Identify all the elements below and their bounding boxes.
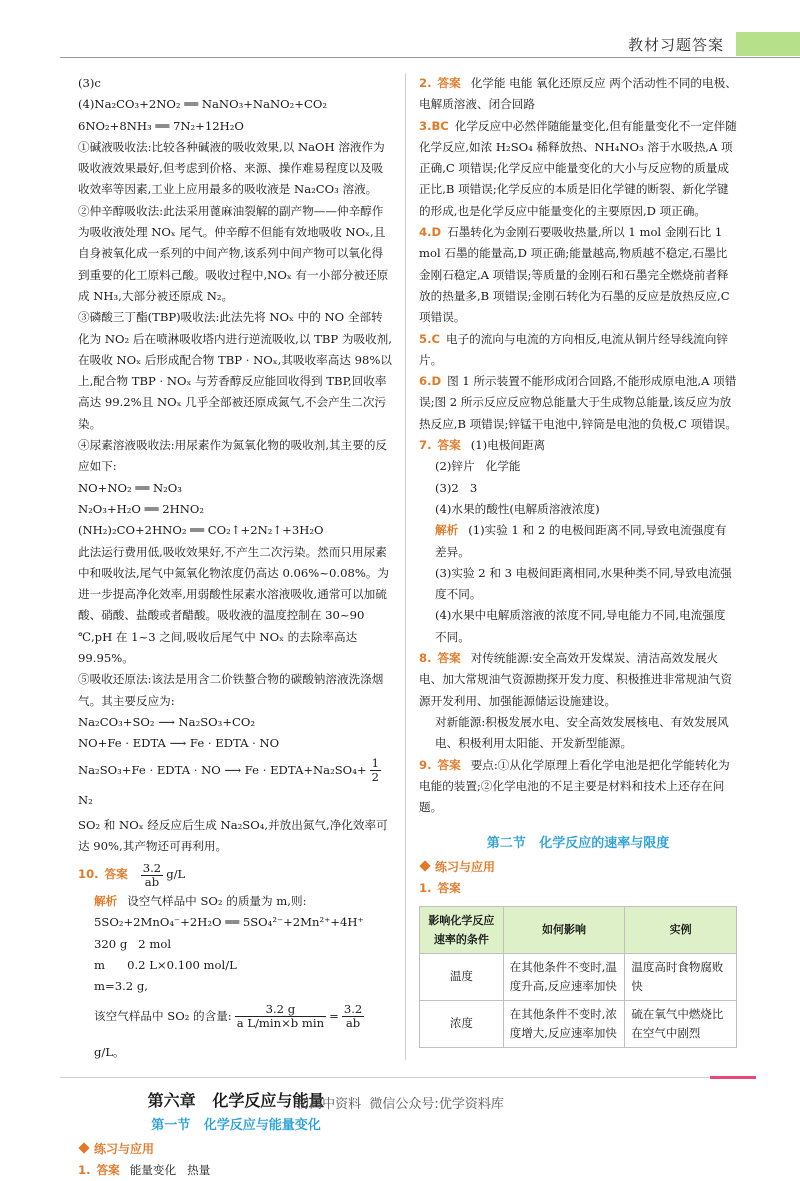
answer-tag: 答案 xyxy=(437,438,461,453)
text-line: (3)c xyxy=(78,76,101,90)
fraction-denominator: a L/min×b min xyxy=(236,1016,325,1031)
fraction xyxy=(370,757,381,784)
table-header: 影响化学反应速率的条件 xyxy=(420,906,504,953)
paragraph: ②仲辛醇吸收法:此法采用蓖麻油裂解的副产物——仲辛醇作为吸收液处理 NOₓ 尾气。仲辛醇不但能有效地吸收 NOₓ,且自身被氧化成一系列的中间产物,该系列中间产物可以氧化得到重要的化工原料己酸。吸收过程中,NOₓ 有一小部分被还原成 NH₃,大部分被还原成 N₂。 xyxy=(78,203,389,303)
paragraph: 此法运行费用低,吸收效果好,不产生二次污染。然而只用尿素中和吸收法,尾气中氮氧化物浓度仍高达 0.06%~0.08%。为进一步提高净化效率,用弱酸性尿素水溶液吸收,通常可以加硫酸、硝酸、盐酸或者醋酸。吸收液的温度控制在 30~90 ℃,pH 在 1~3 之间,吸收后尾气中 NOₓ 的去除率高达 99.95%。 xyxy=(78,544,390,666)
answer-text: 石墨转化为金刚石要吸收热量,所以 1 mol 金刚石比 1 mol 石墨的能量高,D 项正确;能量越高,物质越不稳定,石墨比金刚石稳定,A 项错误;等质量的金刚石和石墨完全燃烧前者释放的热量多,B 项错误;金刚石转化为石墨的反应是放热反应,C 项错误。 xyxy=(419,225,730,325)
fraction-denominator: ab xyxy=(345,1016,361,1031)
analysis-line: (3)实验 2 和 3 电极间距离相同,水果种类不同,导致电流强度不同。 xyxy=(435,565,732,602)
unit: g/L xyxy=(166,867,186,882)
subsection-heading xyxy=(419,856,737,878)
equation: (4)Na₂CO₃+2NO₂ ══ NaNO₃+NaNO₂+CO₂ xyxy=(78,97,328,112)
text-line: m=3.2 g, xyxy=(94,979,148,994)
question-number: 2. xyxy=(419,76,432,90)
question-1-answer xyxy=(78,1160,394,1181)
question-number: 8. xyxy=(419,651,432,666)
table-cell: 在其他条件不变时,温度升高,反应速率加快 xyxy=(503,953,625,1000)
header-rule xyxy=(60,57,800,58)
equation: 6NO₂+8NH₃ ══ 7N₂+12H₂O xyxy=(78,118,244,133)
fraction-numerator: 3.2 xyxy=(343,1002,363,1017)
table-row xyxy=(420,953,737,1000)
equation: 5SO₂+2MnO₄⁻+2H₂O ══ 5SO₄²⁻+2Mn²⁺+4H⁺ xyxy=(94,915,364,930)
diamond-icon xyxy=(78,1142,89,1153)
answer-tag: 答案 xyxy=(437,76,461,90)
footer-accent-bar xyxy=(710,1076,756,1079)
text-line: 320 g 2 mol xyxy=(94,936,172,951)
question-4-answer xyxy=(419,222,737,328)
text-line: m 0.2 L×0.100 mol/L xyxy=(94,957,237,972)
equation-part: N₂ xyxy=(78,792,93,807)
question-8-answer xyxy=(419,648,737,712)
question-number: 6.D xyxy=(419,374,442,389)
result-line xyxy=(78,998,394,1070)
question-number: 3.BC xyxy=(419,118,449,133)
answer-line: (3)2 3 xyxy=(435,480,478,495)
question-1-answer xyxy=(419,878,737,899)
fraction-numerator: 1 xyxy=(371,756,379,770)
question-number: 7. xyxy=(419,438,432,453)
analysis-line xyxy=(78,891,394,912)
chapter-title: 第六章 化学反应与能量 xyxy=(147,1090,325,1110)
answer-text: (1)电极间距离 xyxy=(470,438,546,453)
question-5-answer xyxy=(419,329,737,372)
footer-text: 初高中资料 微信公众号:优学资料库 xyxy=(296,1097,504,1112)
question-6-answer xyxy=(419,371,737,435)
table-cell: 在其他条件不变时,浓度增大,反应速率加快 xyxy=(503,1000,625,1047)
equation: Na₂CO₃+SO₂ ⟶ Na₂SO₃+CO₂ xyxy=(78,714,256,729)
question-number: 9. xyxy=(419,757,432,772)
table-header: 如何影响 xyxy=(503,906,625,953)
header-title: 教材习题答案 xyxy=(627,36,724,54)
right-column xyxy=(419,73,737,1048)
table-cell: 温度 xyxy=(420,953,504,1000)
rate-factors-table xyxy=(419,906,737,1048)
question-2-answer xyxy=(419,73,737,116)
answer-line: (2)锌片 化学能 xyxy=(435,459,521,474)
answer-text: 图 1 所示装置不能形成闭合回路,不能形成原电池,A 项错误;图 2 所示反应反应物总能量大于生成物总能量,该反应为放热反应,B 项错误;锌锰干电池中,锌筒是电池的负极,C 项错误。 xyxy=(419,374,737,431)
subsection-label: 练习与应用 xyxy=(435,860,496,875)
paragraph: ③磷酸三丁酯(TBP)吸收法:此法先将 NOₓ 中的 NO 全部转化为 NO₂ 后在喷淋吸收塔内进行逆流吸收,以 TBP 为吸收剂,在吸收 NOₓ 后形成配合物 TBP · NOₓ,其吸收率高达 98%以上,配合物 TBP · NOₓ 与芳香醇反应能回收得到 TBP,回收率高达 99.2%且 NOₓ 几乎全部被还原成氮气,不会产生二次污染。 xyxy=(78,310,392,431)
table-row xyxy=(420,1000,737,1047)
header-color-tab xyxy=(736,32,800,56)
equation: (NH₂)₂CO+2HNO₂ ══ CO₂↑+2N₂↑+3H₂O xyxy=(78,523,324,538)
paragraph: ④尿素溶液吸收法:用尿素作为氮氧化物的吸收剂,其主要的反应如下: xyxy=(78,438,388,474)
table-cell: 浓度 xyxy=(420,1000,504,1047)
equation: N₂O₃+H₂O ══ 2HNO₂ xyxy=(78,501,205,516)
question-number: 1. xyxy=(419,881,432,896)
fraction xyxy=(141,862,163,889)
analysis-line xyxy=(419,520,737,563)
left-column xyxy=(78,73,394,1181)
answer-text: 电子的流向与电流的方向相反,电流从铜片经导线流向锌片。 xyxy=(419,331,728,367)
section-title: 第二节 化学反应的速率与限度 xyxy=(486,836,670,852)
answer-tag: 答案 xyxy=(437,651,461,666)
equation xyxy=(78,755,394,815)
subsection-label: 练习与应用 xyxy=(94,1141,155,1156)
equation: NO+NO₂ ══ N₂O₃ xyxy=(78,480,182,495)
answer-text: 化学反应中必然伴随能量变化,但有能量变化不一定伴随化学反应,如浓 H₂SO₄ 稀释放热、NH₄NO₃ 溶于水吸热,A 项正确,C 项错误;化学反应中能量变化的大小与反应物的质量成正比,B 项错误;化学反应的本质是旧化学键的断裂、新化学键的形成,也是化学反应中能量变化的主要原因,D 项正确。 xyxy=(419,118,737,218)
subsection-heading xyxy=(78,1138,394,1160)
question-10-answer xyxy=(78,857,394,891)
fraction-denominator: 2 xyxy=(371,770,379,784)
equation-part: Na₂SO₃+Fe · EDTA · NO ⟶ Fe · EDTA+Na₂SO₄+ xyxy=(78,762,367,777)
equals-sign: = xyxy=(329,1008,339,1023)
unit: g/L。 xyxy=(94,1044,125,1059)
analysis-text: 设空气样品中 SO₂ 的质量为 m,则: xyxy=(127,894,307,909)
analysis-line: (4)水果中电解质溶液的浓度不同,导电能力不同,电流强度不同。 xyxy=(435,608,726,644)
answer-tag: 答案 xyxy=(96,1162,120,1177)
paragraph: SO₂ 和 NOₓ 经反应后生成 Na₂SO₄,并放出氮气,净化效率可达 90%,其产物还可再利用。 xyxy=(78,817,388,853)
question-9-answer xyxy=(419,755,737,819)
answer-tag: 答案 xyxy=(437,757,461,772)
equation: NO+Fe · EDTA ⟶ Fe · EDTA · NO xyxy=(78,736,280,751)
fraction-numerator: 3.2 xyxy=(142,860,162,875)
answer-line: 对新能源:积极发展水电、安全高效发展核电、有效发展风电、积极利用太阳能、开发新型能源。 xyxy=(435,714,729,751)
answer-tag: 答案 xyxy=(104,867,128,882)
section-title: 第一节 化学反应与能量变化 xyxy=(151,1117,321,1133)
page-header xyxy=(0,0,800,62)
paragraph: ①碱液吸收法:比较各种碱液的吸收效果,以 NaOH 溶液作为吸收液效果最好,但考虑到价格、来源、操作难易程度以及吸收效率等因素,工业上应用最多的吸收液是 Na₂CO₃ 溶液。 xyxy=(78,139,385,197)
fraction-denominator: ab xyxy=(144,874,160,889)
question-number: 5.C xyxy=(419,331,440,346)
table-header-row xyxy=(420,906,737,953)
fraction xyxy=(235,1003,326,1030)
table-cell: 硫在氧气中燃烧比在空气中剧烈 xyxy=(625,1000,737,1047)
question-number: 1. xyxy=(78,1162,91,1177)
answer-text: 对传统能源:安全高效开发煤炭、清洁高效发展火电、加大常规油气资源勘探开发力度、积极推进非常规油气资源开发利用、加强能源储运设施建设。 xyxy=(419,651,733,708)
answer-text: 化学能 电能 氧化还原反应 两个活动性不同的电极、电解质溶液、闭合回路 xyxy=(419,76,737,112)
fraction-numerator: 3.2 g xyxy=(235,1003,326,1017)
fraction xyxy=(342,1003,364,1030)
question-number: 4.D xyxy=(419,225,442,240)
answer-line: (4)水果的酸性(电解质溶液浓度) xyxy=(435,501,600,516)
question-7-answer xyxy=(419,435,737,456)
answer-text: 能量变化 热量 xyxy=(129,1162,211,1177)
question-3-answer xyxy=(419,116,737,222)
footer-rule xyxy=(60,1077,756,1078)
table-cell: 温度高时食物腐败快 xyxy=(625,953,737,1000)
analysis-tag: 解析 xyxy=(94,894,118,909)
analysis-text: (1)实验 1 和 2 的电极间距离不同,导致电流强度有差异。 xyxy=(435,523,727,559)
analysis-tag: 解析 xyxy=(435,523,459,538)
diamond-icon xyxy=(419,861,430,872)
result-text: 该空气样品中 SO₂ 的含量: xyxy=(94,1008,232,1023)
table-header: 实例 xyxy=(625,906,737,953)
column-divider xyxy=(405,73,406,1060)
answer-text: 要点:①从化学原理上看化学电池是把化学能转化为电能的装置;②化学电池的不足主要是材料和技术上还存在问题。 xyxy=(419,757,730,815)
answer-tag: 答案 xyxy=(437,881,461,896)
paragraph: ⑤吸收还原法:该法是用含二价铁螯合物的碳酸钠溶液洗涤烟气。其主要反应为: xyxy=(78,672,384,708)
question-number: 10. xyxy=(78,867,99,882)
